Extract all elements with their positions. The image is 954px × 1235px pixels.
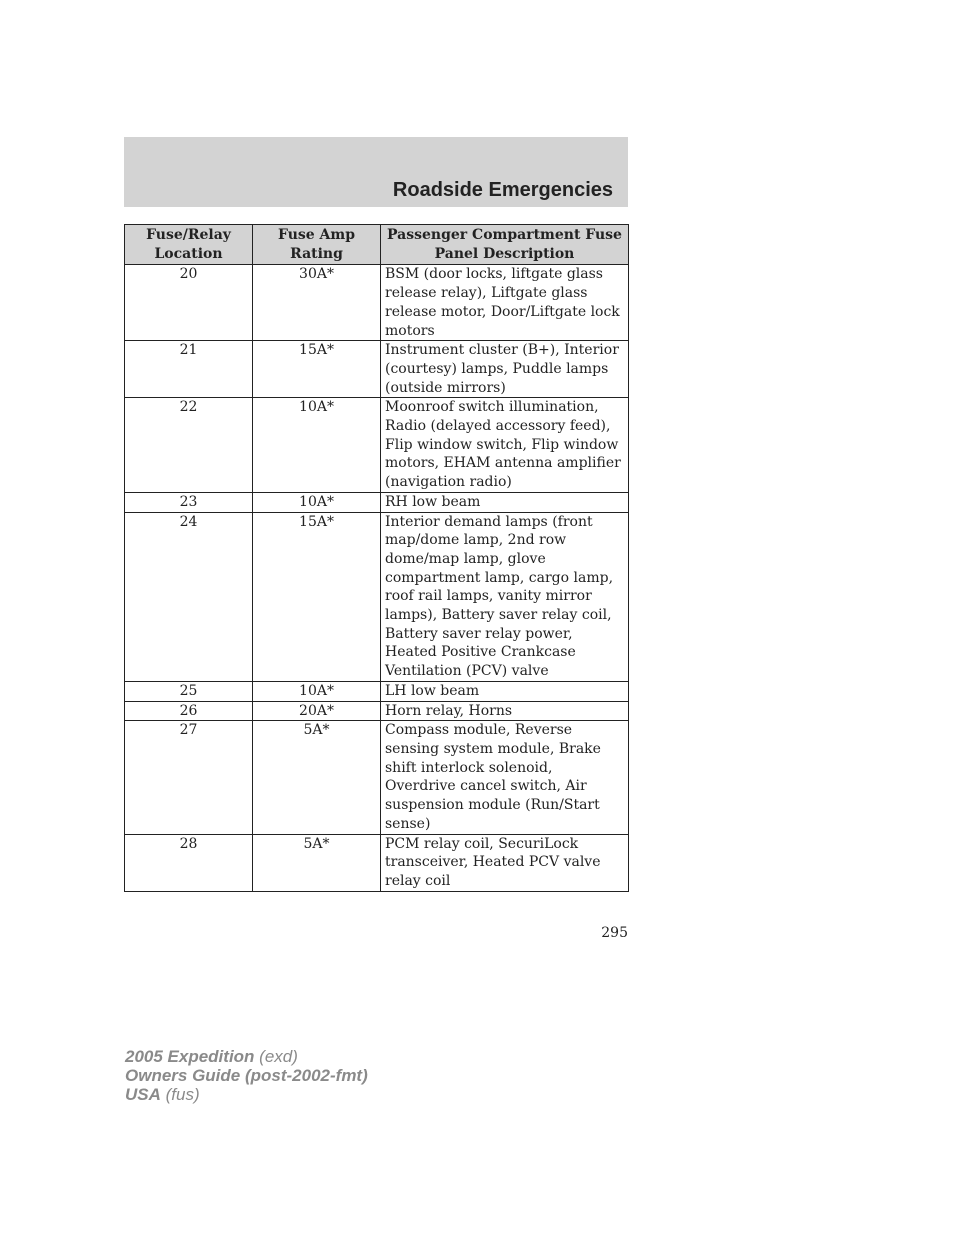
cell-description: Horn relay, Horns [381, 701, 629, 721]
cell-description: Moonroof switch illumination, Radio (delayed accessory feed), Flip window switch, Flip window motors, EHAM antenna amplifier (navigation radio) [381, 398, 629, 493]
cell-location: 24 [125, 512, 253, 681]
page-number: 295 [601, 925, 628, 941]
footer-market: USA [125, 1085, 161, 1104]
cell-description: LH low beam [381, 681, 629, 701]
section-title: Roadside Emergencies [392, 179, 613, 201]
footer-line-market [125, 1085, 368, 1104]
cell-description: Instrument cluster (B+), Interior (courtesy) lamps, Puddle lamps (outside mirrors) [381, 341, 629, 398]
cell-location: 25 [125, 681, 253, 701]
fuse-table [124, 224, 629, 892]
section-header-band [124, 137, 628, 207]
footer-model: 2005 Expedition [125, 1047, 255, 1066]
cell-location: 20 [125, 265, 253, 341]
column-header-description: Passenger Compartment Fuse Panel Description [381, 225, 629, 265]
cell-rating: 15A* [253, 512, 381, 681]
footer-market-code: (fus) [165, 1085, 200, 1104]
column-header-rating: Fuse Amp Rating [253, 225, 381, 265]
table-row [125, 265, 629, 341]
cell-rating: 10A* [253, 492, 381, 512]
column-header-location: Fuse/Relay Location [125, 225, 253, 265]
cell-location: 23 [125, 492, 253, 512]
cell-location: 26 [125, 701, 253, 721]
table-row [125, 492, 629, 512]
cell-location: 21 [125, 341, 253, 398]
table-row [125, 681, 629, 701]
cell-rating: 20A* [253, 701, 381, 721]
cell-rating: 5A* [253, 834, 381, 891]
table-header-row [125, 225, 629, 265]
table-row [125, 398, 629, 493]
table-row [125, 512, 629, 681]
cell-description: PCM relay coil, SecuriLock transceiver, Heated PCV valve relay coil [381, 834, 629, 891]
cell-location: 28 [125, 834, 253, 891]
footer-guide: Owners Guide (post-2002-fmt) [125, 1066, 368, 1085]
cell-rating: 15A* [253, 341, 381, 398]
cell-rating: 5A* [253, 721, 381, 834]
document-footer [125, 1047, 368, 1104]
table-row [125, 721, 629, 834]
footer-model-code: (exd) [259, 1047, 298, 1066]
cell-rating: 10A* [253, 398, 381, 493]
footer-line-model [125, 1047, 368, 1066]
cell-description: RH low beam [381, 492, 629, 512]
cell-description: Interior demand lamps (front map/dome lamp, 2nd row dome/map lamp, glove compartment lamp, cargo lamp, roof rail lamps, vanity mirror lamps), Battery saver relay coil, Battery saver relay power, Heated Positive Crankcase Ventilation (PCV) valve [381, 512, 629, 681]
cell-description: BSM (door locks, liftgate glass release relay), Liftgate glass release motor, Door/Liftgate lock motors [381, 265, 629, 341]
footer-line-guide [125, 1066, 368, 1085]
table-row [125, 701, 629, 721]
cell-rating: 30A* [253, 265, 381, 341]
cell-description: Compass module, Reverse sensing system module, Brake shift interlock solenoid, Overdrive cancel switch, Air suspension module (Run/Start sense) [381, 721, 629, 834]
cell-location: 22 [125, 398, 253, 493]
table-row [125, 341, 629, 398]
cell-location: 27 [125, 721, 253, 834]
table-row [125, 834, 629, 891]
cell-rating: 10A* [253, 681, 381, 701]
